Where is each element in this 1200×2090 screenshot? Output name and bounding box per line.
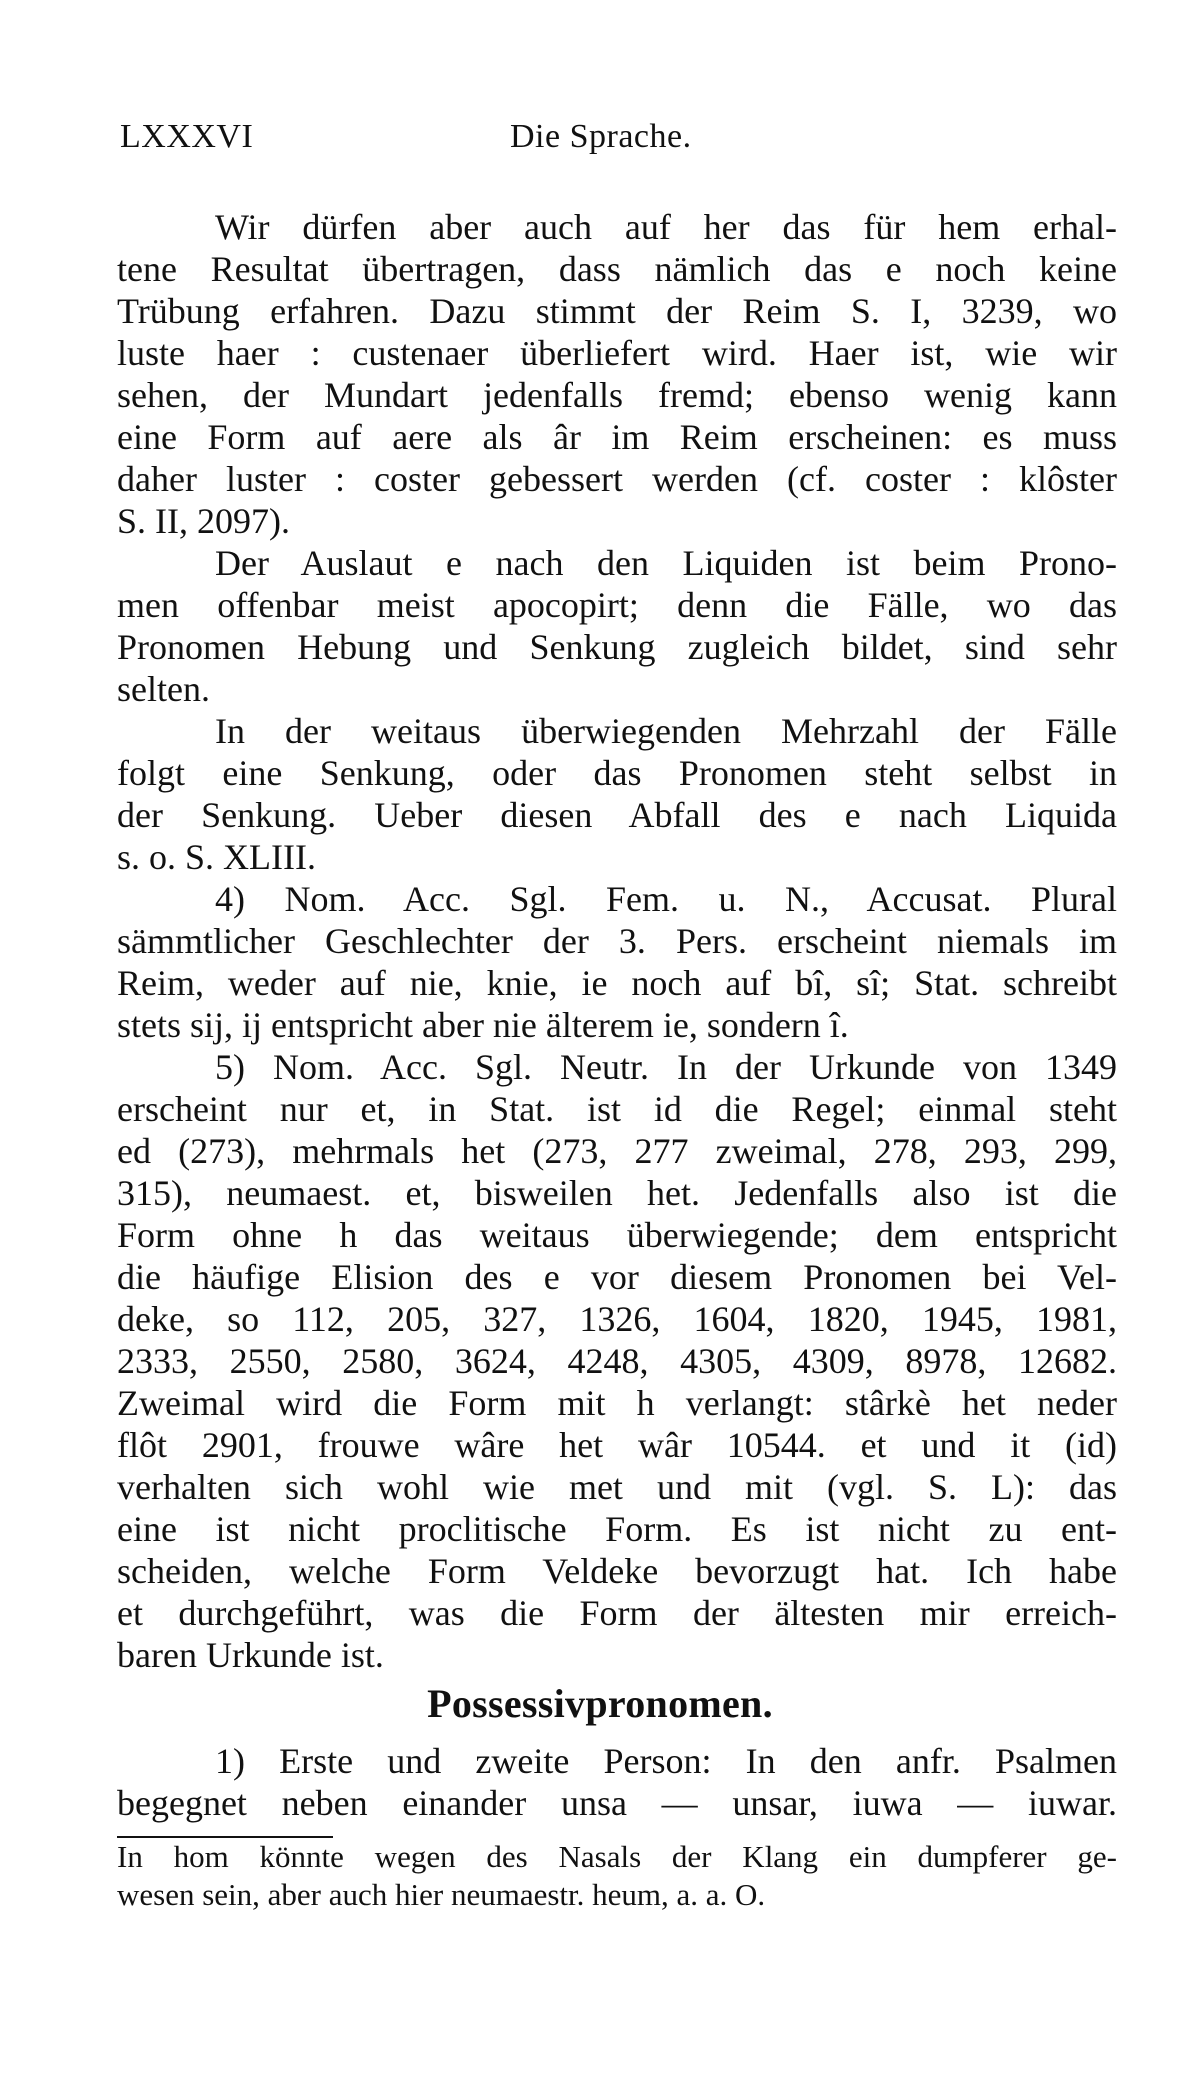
text-line: stets sij, ij entspricht aber nie älterem ie, sondern î. [117, 1005, 849, 1045]
text-line: begegnet neben einander unsa — unsar, iuwa — iuwar. [117, 1783, 1117, 1823]
text-line: men offenbar meist apocopirt; denn die Fälle, wo das [117, 585, 1117, 625]
text-line: et durchgeführt, was die Form der ältesten mir erreich- [117, 1593, 1117, 1633]
text-line: 2333, 2550, 2580, 3624, 4248, 4305, 4309, 8978, 12682. [117, 1341, 1117, 1381]
text-line: 5) Nom. Acc. Sgl. Neutr. In der Urkunde von 1349 [215, 1047, 1117, 1087]
text-line: s. o. S. XLIII. [117, 837, 316, 877]
page-number: LXXXVI [120, 118, 254, 155]
text-line: folgt eine Senkung, oder das Pronomen steht selbst in [117, 753, 1117, 793]
text-line: eine ist nicht proclitische Form. Es ist nicht zu ent- [117, 1509, 1117, 1549]
footnote-line: In hom könnte wegen des Nasals der Klang ein dumpferer ge- [117, 1839, 1117, 1874]
text-line: S. II, 2097). [117, 501, 290, 541]
text-line: Pronomen Hebung und Senkung zugleich bildet, sind sehr [117, 627, 1117, 667]
text-line: tene Resultat übertragen, dass nämlich das e noch keine [117, 249, 1117, 289]
text-line: deke, so 112, 205, 327, 1326, 1604, 1820, 1945, 1981, [117, 1299, 1117, 1339]
text-line: der Senkung. Ueber diesen Abfall des e nach Liquida [117, 795, 1117, 835]
footnote-line: wesen sein, aber auch hier neumaestr. heum, a. a. O. [117, 1877, 766, 1912]
text-line: daher luster : coster gebessert werden (cf. coster : klôster [117, 459, 1117, 499]
text-line: Zweimal wird die Form mit h verlangt: stârkè het neder [117, 1383, 1117, 1423]
text-line: selten. [117, 669, 210, 709]
section-text [117, 1740, 1117, 1824]
text-line: scheiden, welche Form Veldeke bevorzugt hat. Ich habe [117, 1551, 1117, 1591]
section-heading: Possessivpronomen. [427, 1681, 773, 1726]
text-line: 4) Nom. Acc. Sgl. Fem. u. N., Accusat. Plural [215, 879, 1117, 919]
text-line: ed (273), mehrmals het (273, 277 zweimal, 278, 293, 299, [117, 1131, 1117, 1171]
text-line: Trübung erfahren. Dazu stimmt der Reim S. I, 3239, wo [117, 291, 1117, 331]
text-line: luste haer : custenaer überliefert wird. Haer ist, wie wir [117, 333, 1117, 373]
text-line: erscheint nur et, in Stat. ist id die Regel; einmal steht [117, 1089, 1117, 1129]
text-line: 1) Erste und zweite Person: In den anfr. Psalmen [215, 1741, 1117, 1781]
text-line: die häufige Elision des e vor diesem Pronomen bei Vel- [117, 1257, 1117, 1297]
text-line: Der Auslaut e nach den Liquiden ist beim Prono- [215, 543, 1117, 583]
main-text [117, 206, 1117, 1676]
text-line: verhalten sich wohl wie met und mit (vgl. S. L): das [117, 1467, 1117, 1507]
text-line: sämmtlicher Geschlechter der 3. Pers. erscheint niemals im [117, 921, 1117, 961]
running-title: Die Sprache. [510, 118, 692, 155]
text-line: Reim, weder auf nie, knie, ie noch auf bî, sî; Stat. schreibt [117, 963, 1117, 1003]
footnote [117, 1838, 1117, 1914]
text-line: eine Form auf aere als âr im Reim erscheinen: es muss [117, 417, 1117, 457]
text-line: In der weitaus überwiegenden Mehrzahl der Fälle [215, 711, 1117, 751]
text-line: sehen, der Mundart jedenfalls fremd; ebenso wenig kann [117, 375, 1117, 415]
text-line: flôt 2901, frouwe wâre het wâr 10544. et und it (id) [117, 1425, 1117, 1465]
text-line: Form ohne h das weitaus überwiegende; dem entspricht [117, 1215, 1117, 1255]
text-line: Wir dürfen aber auch auf her das für hem erhal- [215, 207, 1117, 247]
text-line: baren Urkunde ist. [117, 1635, 384, 1675]
text-line: 315), neumaest. et, bisweilen het. Jedenfalls also ist die [117, 1173, 1117, 1213]
